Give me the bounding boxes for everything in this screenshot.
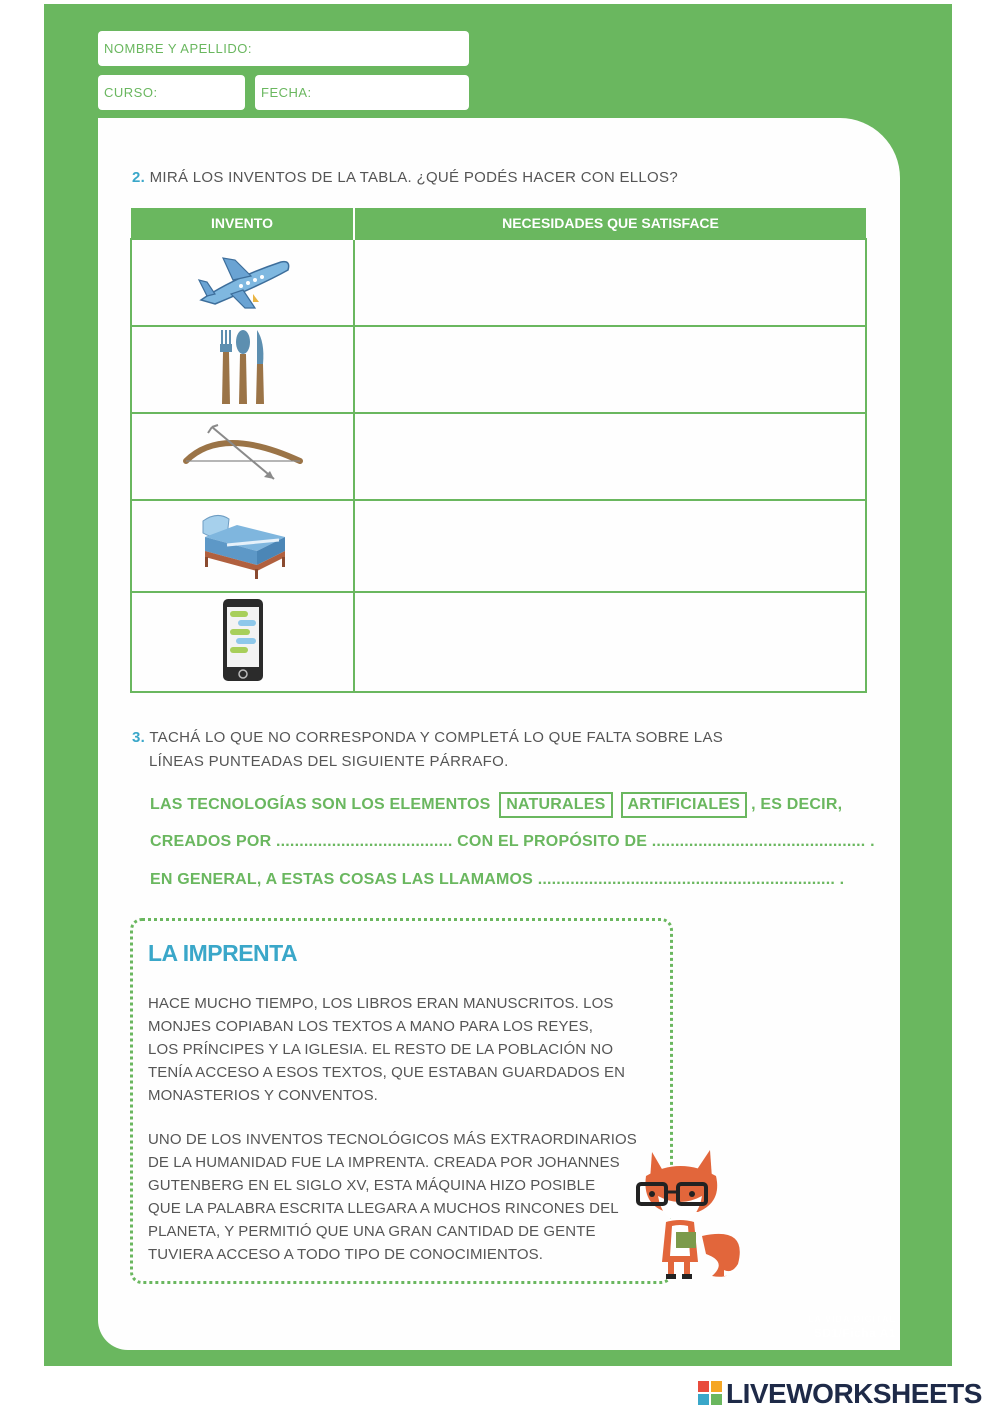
table-header-row [131,208,866,239]
invention-cell [131,326,354,413]
liveworksheets-logo-icon [698,1381,722,1405]
bed-icon [197,507,289,581]
sentence-text: CON EL PROPÓSITO DE [457,833,648,850]
fill-sentence-3 [150,871,844,889]
question-number: 3. [132,729,146,746]
needs-answer-cell[interactable] [354,592,866,692]
needs-answer-cell[interactable] [354,500,866,592]
name-label: NOMBRE Y APELLIDO: [104,41,252,56]
invention-cell [131,413,354,500]
liveworksheets-watermark [698,1378,982,1410]
question-number: 2. [132,169,146,186]
table-row [131,500,866,592]
name-field[interactable] [98,31,469,66]
paragraph-line: TUVIERA ACCESO A TODO TIPO DE CONOCIMIENTOS. [148,1246,544,1263]
header-invention: INVENTO [131,208,354,239]
watermark-text: LIVEWORKSHEETS [726,1378,982,1409]
needs-answer-cell[interactable] [354,239,866,326]
header-needs: NECESIDADES QUE SATISFACE [354,208,866,239]
inventions-table [130,208,867,693]
invention-cell [131,239,354,326]
blank-created-by[interactable]: ...................................... [275,833,453,850]
sentence-text: LAS TECNOLOGÍAS SON LOS ELEMENTOS [150,796,491,813]
paragraph-line: GUTENBERG EN EL SIGLO XV, ESTA MÁQUINA HIZO POSIBLE [148,1177,596,1194]
needs-answer-cell[interactable] [354,413,866,500]
table-row [131,592,866,692]
table-row [131,239,866,326]
table-row [131,413,866,500]
footer-code: SD1/Ficha A1 [813,1326,896,1340]
paragraph-line: PLANETA, Y PERMITIÓ QUE UNA GRAN CANTIDAD DE GENTE [148,1223,596,1240]
sentence-text: , ES DECIR, [751,796,843,813]
course-field[interactable] [98,75,245,110]
paragraph-line: UNO DE LOS INVENTOS TECNOLÓGICOS MÁS EXTRAORDINARIOS [148,1131,637,1148]
invention-cell [131,592,354,692]
table-row [131,326,866,413]
fill-sentence-2 [150,833,875,851]
imprenta-paragraph-2 [148,1128,648,1266]
fill-sentence-1 [150,792,842,818]
sentence-text: CREADOS POR [150,833,272,850]
option-artificiales[interactable]: ARTIFICIALES [621,792,748,818]
paragraph-line: HACE MUCHO TIEMPO, LOS LIBROS ERAN MANUSCRITOS. LOS [148,995,614,1012]
cutlery-icon [213,328,273,406]
option-naturales[interactable]: NATURALES [499,792,612,818]
question-2 [132,166,678,190]
date-label: FECHA: [261,85,312,100]
fox-mascot-icon [632,1146,748,1282]
imprenta-title: LA IMPRENTA [148,940,298,966]
bow-arrow-icon [182,421,304,487]
paragraph-line: MONJES COPIABAN LOS TEXTOS A MANO PARA LOS REYES, [148,1018,594,1035]
smartphone-icon [221,597,265,683]
blank-purpose[interactable]: .............................................. . [651,833,875,850]
paragraph-line: QUE LA PALABRA ESCRITA LLEGARA A MUCHOS RINCONES DEL [148,1200,619,1217]
paragraph-line: LOS PRÍNCIPES Y LA IGLESIA. EL RESTO DE LA POBLACIÓN NO [148,1041,614,1058]
sentence-text: EN GENERAL, A ESTAS COSAS LAS LLAMAMOS [150,871,534,888]
question-text-line: TACHÁ LO QUE NO CORRESPONDA Y COMPLETÁ LO QUE FALTA SOBRE LAS [149,729,724,746]
date-field[interactable] [255,75,469,110]
course-label: CURSO: [104,85,158,100]
paragraph-line: TENÍA ACCESO A ESOS TEXTOS, QUE ESTABAN GUARDADOS EN [148,1064,625,1081]
footer-series: LA VIDA DIGITAL [807,1314,896,1324]
imprenta-paragraph-1 [148,992,648,1107]
question-3 [132,726,723,774]
blank-we-call-them[interactable]: ................................................................ . [537,871,845,888]
invention-cell [131,500,354,592]
question-text: MIRÁ LOS INVENTOS DE LA TABLA. ¿QUÉ PODÉS HACER CON ELLOS? [149,169,678,186]
paragraph-line: MONASTERIOS Y CONVENTOS. [148,1087,378,1104]
airplane-icon [193,250,293,310]
needs-answer-cell[interactable] [354,326,866,413]
question-text-line: LÍNEAS PUNTEADAS DEL SIGUIENTE PÁRRAFO. [149,753,509,770]
paragraph-line: DE LA HUMANIDAD FUE LA IMPRENTA. CREADA POR JOHANNES [148,1154,620,1171]
